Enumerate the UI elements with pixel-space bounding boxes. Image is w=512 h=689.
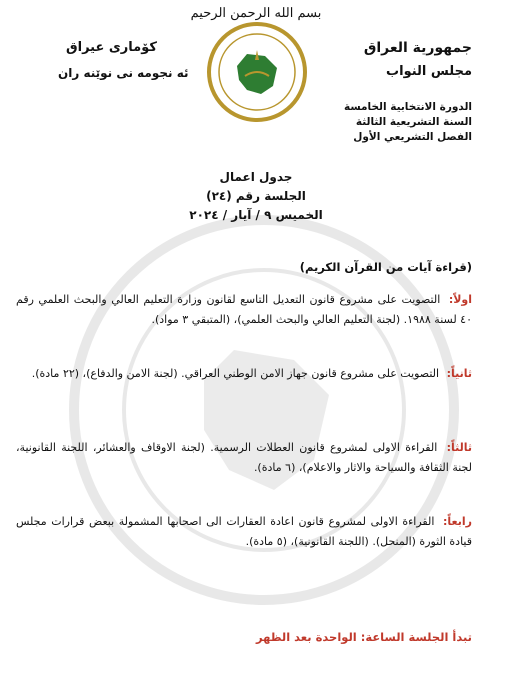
opening-recitation: (قراءة آيات من القرآن الكريم) (299, 260, 472, 274)
item-text: التصويت على مشروع قانون جهاز الامن الوطني العراقي. (لجنة الامن والدفاع)، (٢٢ مادة). (31, 367, 440, 380)
kurdish-country-title: كۆماری عیراق (66, 40, 157, 55)
basmala: بسم الله الرحمن الرحيم (190, 6, 322, 21)
item-number: اولاً: (448, 293, 473, 306)
item-number: رابعاً: (443, 515, 472, 528)
item-number: ثانياً: (446, 367, 472, 380)
legislative-term-info (344, 100, 472, 145)
parliament-logo (205, 20, 309, 124)
item-text: القراءة الاولى لمشروع قانون اعادة العقارات الى اصحابها المشمولة ببعض قرارات مجلس قيادة الثورة (المنحل). (اللجنة القانونية)، (٥ مادة). (16, 515, 472, 548)
session-start-time: تبدأ الجلسة الساعة: الواحدة بعد الظهر (255, 630, 472, 644)
item-text: التصويت على مشروع قانون التعديل التاسع لقانون وزارة التعليم العالي والبحث العلمي رقم ٤٠ لسنة ١٩٨٨. (لجنة التعليم العالي والبحث العلمي)، (المتبقي ٣ مواد). (16, 293, 472, 326)
session-number: الجلسة رقم (٢٤) (206, 189, 306, 203)
item-text: القراءة الاولى لمشروع قانون العطلات الرسمية. (لجنة الاوقاف والعشائر، اللجنة القانونية، لجنة الثقافة والسياحة والاثار والاعلام)، (٦ مادة). (16, 441, 472, 474)
agenda-title: جدول اعمال (219, 170, 293, 184)
item-number: ثالثاً: (446, 441, 472, 454)
agenda-item (16, 438, 472, 478)
kurdish-council-title: ئه نجومه نی نوێنه ران (58, 66, 189, 80)
session-date: الخميس ٩ / آيار / ٢٠٢٤ (189, 208, 323, 222)
country-title: جمهورية العراق (363, 40, 472, 56)
electoral-cycle: الدورة الانتخابية الخامسة (343, 101, 472, 113)
agenda-item (16, 364, 472, 384)
agenda-item (16, 290, 472, 330)
agenda-heading (0, 168, 512, 225)
agenda-item (16, 512, 472, 552)
legislative-year: السنة التشريعية الثالثة (355, 116, 472, 128)
legislative-session: الفصل التشريعي الأول (353, 131, 472, 143)
council-title: مجلس النواب (386, 64, 472, 79)
